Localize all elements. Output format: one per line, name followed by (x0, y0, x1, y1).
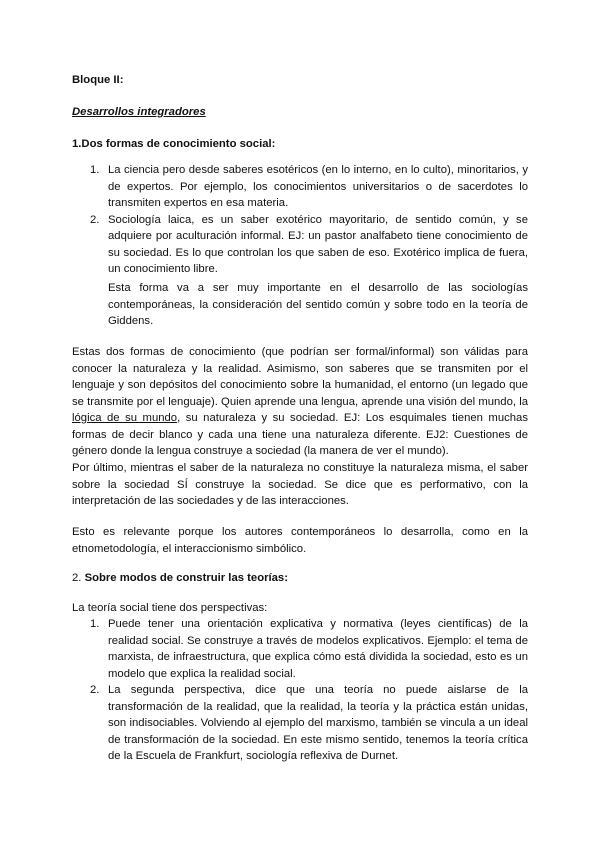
subtitle: Desarrollos integradores (72, 106, 206, 118)
paragraph-1-end: , su naturaleza y su sociedad. EJ: Los esquimales tienen muchas formas de decir blanco y cada una tiene una naturaleza diferente. EJ2: Cuestiones de género donde la lengua construye a sociedad (la manera de ver el mundo). (72, 412, 528, 457)
section2-list (90, 616, 528, 765)
list-item (90, 682, 528, 765)
list-number: 2. (90, 213, 100, 226)
paragraph-1-start: Estas dos formas de conocimiento (que podrían ser formal/informal) son válidas para conocer la naturaleza y la realidad. Asimismo, son saberes que se transmiten por el lenguaje y son depósitos del conocimiento sobre la humanidad, el entorno (un legado que se transmite por el lenguaje). Quien aprende una lengua, aprende una visión del mundo, la (72, 346, 528, 408)
note-paragraph: Esta forma va a ser muy importante en el desarrollo de las sociologías contemporáneas, la consideración del sentido común y sobre todo en la teoría de Giddens. (108, 282, 528, 327)
list-item (90, 212, 528, 278)
section1-list (90, 162, 528, 278)
list-item (90, 616, 528, 682)
list-item (90, 162, 528, 212)
list-text: Puede tener una orientación explicativa y normativa (leyes científicas) de la realidad social. Se construye a través de modelos explicativos. Ejemplo: el tema de marxista, de infraestructura, que explica cómo está dividida la sociedad, esto es un modelo que explica la realidad social. (108, 618, 528, 680)
underlined-phrase: lógica de su mundo (72, 412, 178, 424)
list-number: 2. (90, 684, 100, 696)
paragraph-3: Esto es relevante porque los autores contemporáneos lo desarrolla, como en la etnometodología, el interaccionismo simbólico. (72, 526, 528, 555)
section2-number: 2. (72, 572, 85, 584)
section2-intro: La teoría social tiene dos perspectivas: (72, 602, 268, 614)
section2-title-text: Sobre modos de construir las teorías: (84, 572, 288, 584)
list-number: 1. (90, 164, 100, 176)
section2-title (72, 570, 528, 587)
paragraph-2: Por último, mientras el saber de la naturaleza no constituye la naturaleza misma, el saber sobre la sociedad SÍ construye la sociedad. Se dice que es performativo, con la interpretación de las sociedades y de las interacciones. (72, 462, 528, 507)
list-number: 1. (90, 618, 100, 630)
block-heading: Bloque II: (72, 74, 124, 86)
paragraph-1 (72, 344, 528, 460)
list-text: La segunda perspectiva, dice que una teoría no puede aislarse de la transformación de la realidad, que la realidad, la teoría y la práctica están unidas, son indisociables. Volviendo al ejemplo del marxismo, también se vincula a un ideal de transformación de la sociedad. En este mismo sentido, tenemos la teoría crítica de la Escuela de Frankfurt, sociología reflexiva de Durnet. (108, 684, 528, 762)
list-text: La ciencia pero desde saberes esotéricos (en lo interno, en lo culto), minoritarios, y de expertos. Por ejemplo, los conocimientos universitarios o de sacerdotes lo transmiten expertos en esa materia. (108, 164, 528, 209)
list-text: Sociología laica, es un saber exotérico mayoritario, de sentido común, y se adquiere por aculturación informal. EJ: un pastor analfabeto tiene conocimiento de su sociedad. Es lo que controlan los que saben de eso. Exotérico implica de fuera, un conocimiento libre. (108, 213, 528, 275)
section1-title: 1.Dos formas de conocimiento social: (72, 138, 276, 150)
